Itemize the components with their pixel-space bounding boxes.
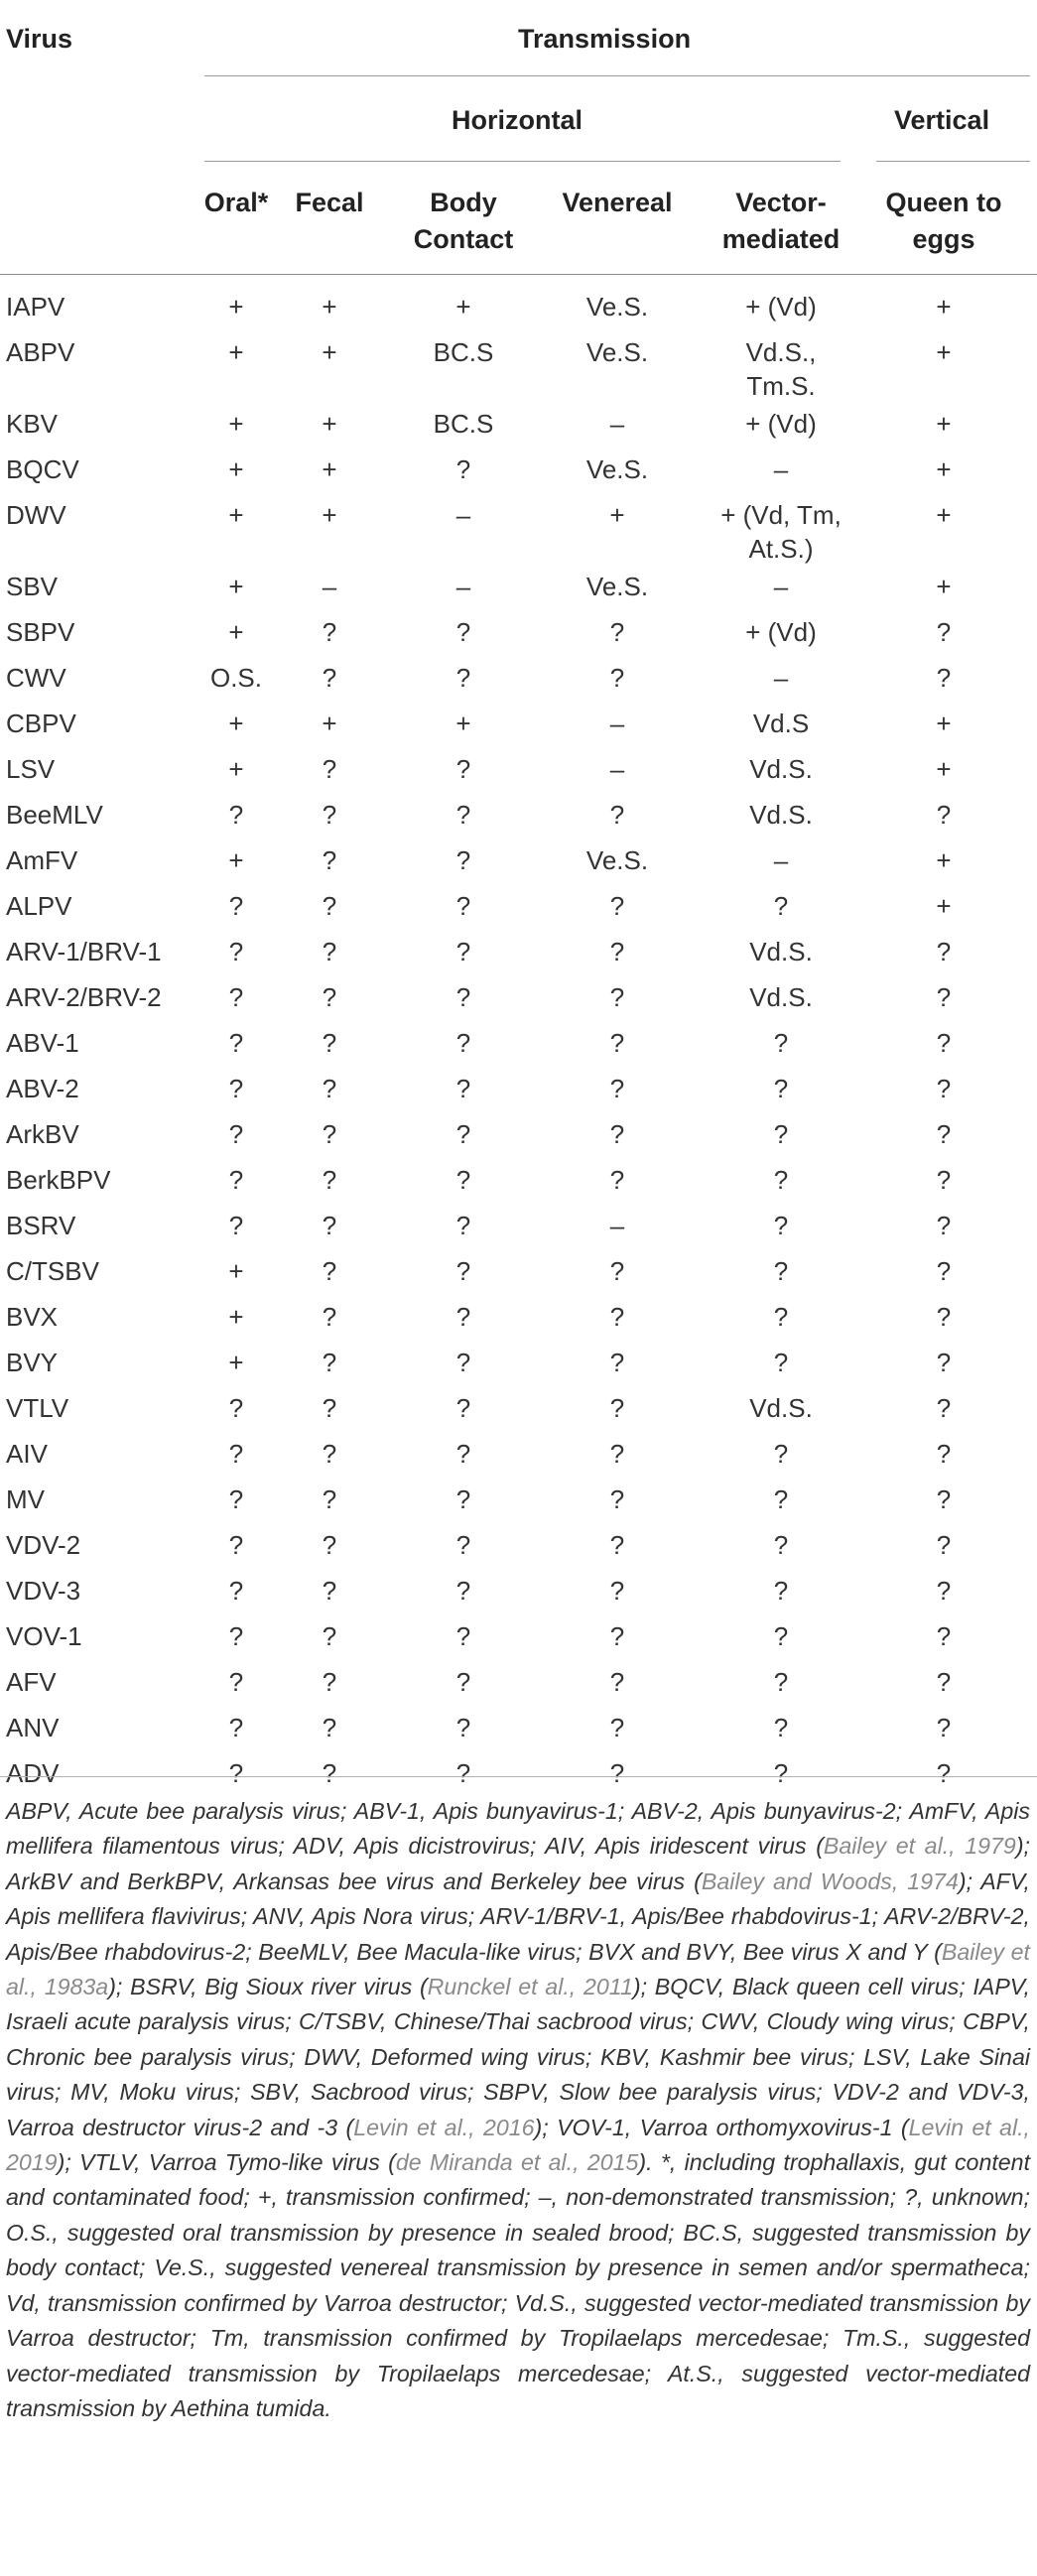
- vector-cell: ?: [773, 1074, 789, 1103]
- horizontal-rule: [204, 161, 841, 162]
- footnote-text: ABPV, Acute bee paralysis virus; ABV-1, Apis bunyavirus-1; ABV-2, Apis bunyavirus-2; AmFV, Apis mellifera filamentous virus; ADV, Apis dicistrovirus; AIV, Apis iridescent virus (: [6, 1798, 1030, 1860]
- venereal-cell: ?: [609, 1667, 625, 1697]
- footnote-text: ); BSRV, Big Sioux river virus (: [108, 1974, 428, 2000]
- fecal-cell: +: [322, 337, 337, 367]
- fecal-cell: ?: [322, 1621, 337, 1651]
- venereal-cell: ?: [609, 1530, 625, 1560]
- fecal-cell: ?: [322, 891, 337, 921]
- fecal-cell: +: [322, 292, 337, 322]
- venereal-cell: ?: [609, 1621, 625, 1651]
- queen-cell: ?: [936, 1530, 952, 1560]
- queen-cell: ?: [936, 1484, 952, 1514]
- oral-cell: ?: [228, 1028, 244, 1058]
- body-cell: ?: [455, 617, 471, 647]
- citation-link[interactable]: Levin et al., 2019: [6, 2114, 1030, 2176]
- fecal-cell: ?: [322, 1302, 337, 1332]
- virus-name-cell: ADV: [6, 1758, 60, 1788]
- queen-cell: ?: [936, 1028, 952, 1058]
- virus-name-cell: SBPV: [6, 617, 75, 647]
- queen-cell: ?: [936, 1393, 952, 1423]
- body-cell: ?: [455, 1348, 471, 1377]
- body-cell: ?: [455, 1211, 471, 1240]
- body-cell: ?: [455, 1758, 471, 1788]
- queen-cell: ?: [936, 1119, 952, 1149]
- fecal-cell: +: [322, 454, 337, 484]
- venereal-cell: ?: [609, 1302, 625, 1332]
- oral-cell: +: [228, 617, 244, 647]
- virus-name-cell: BerkBPV: [6, 1165, 111, 1195]
- fecal-cell: ?: [322, 754, 337, 784]
- body-cell: ?: [455, 754, 471, 784]
- queen-cell: ?: [936, 800, 952, 830]
- queen-cell: +: [936, 409, 952, 439]
- oral-cell: ?: [228, 1119, 244, 1149]
- queen-cell: +: [936, 708, 952, 738]
- column-header-fecal: Fecal: [295, 188, 364, 217]
- fecal-cell: ?: [322, 1484, 337, 1514]
- citation-link[interactable]: Runckel et al., 2011: [427, 1974, 633, 2000]
- header-bottom-rule: [0, 274, 1037, 275]
- queen-cell: ?: [936, 1439, 952, 1469]
- vector-cell: Vd.S.: [749, 982, 813, 1012]
- citation-link[interactable]: Bailey et al., 1979: [823, 1833, 1016, 1860]
- oral-cell: ?: [228, 1576, 244, 1606]
- body-cell: +: [455, 708, 471, 738]
- citation-link[interactable]: Bailey and Woods, 1974: [701, 1868, 959, 1894]
- column-header-body: Body Contact: [413, 188, 514, 254]
- fecal-cell: ?: [322, 663, 337, 693]
- vector-cell: Vd.S., Tm.S.: [745, 337, 817, 401]
- venereal-cell: ?: [609, 1484, 625, 1514]
- body-cell: ?: [455, 800, 471, 830]
- queen-cell: ?: [936, 1211, 952, 1240]
- queen-cell: ?: [936, 1302, 952, 1332]
- oral-cell: O.S.: [209, 663, 262, 693]
- body-cell: ?: [455, 1028, 471, 1058]
- vertical-header: Vertical: [894, 105, 990, 135]
- virus-name-cell: BeeMLV: [6, 800, 103, 830]
- virus-name-cell: BSRV: [6, 1211, 76, 1240]
- vector-cell: + (Vd): [745, 617, 817, 647]
- venereal-cell: Ve.S.: [585, 572, 649, 601]
- vector-cell: ?: [773, 1667, 789, 1697]
- vector-cell: + (Vd): [745, 409, 817, 439]
- oral-cell: ?: [228, 1074, 244, 1103]
- body-cell: ?: [455, 1713, 471, 1742]
- vector-cell: ?: [773, 1256, 789, 1286]
- vector-cell: Vd.S.: [749, 1393, 813, 1423]
- queen-cell: ?: [936, 1713, 952, 1742]
- venereal-cell: ?: [609, 800, 625, 830]
- footnote-text: ); AFV, Apis mellifera flavivirus; ANV, Apis Nora virus; ARV-1/BRV-1, Apis/Bee rhabdovirus-1; ARV-2/BRV-2, Apis/Bee rhabdovirus-2; BeeMLV, Bee Macula-like virus; BVX and BVY, Bee virus X and Y (: [6, 1868, 1031, 1965]
- oral-cell: ?: [228, 1713, 244, 1742]
- vector-cell: + (Vd, Tm, At.S.): [720, 500, 842, 564]
- fecal-cell: +: [322, 409, 337, 439]
- venereal-cell: ?: [609, 1028, 625, 1058]
- table-bottom-rule: [0, 1776, 1037, 1777]
- oral-cell: +: [228, 454, 244, 484]
- virus-name-cell: MV: [6, 1484, 45, 1514]
- body-cell: ?: [455, 1119, 471, 1149]
- vector-cell: –: [773, 845, 789, 875]
- body-cell: BC.S: [433, 409, 494, 439]
- footnote-text: ); BQCV, Black queen cell virus; IAPV, Israeli acute paralysis virus; C/TSBV, Chinese/Thai sacbrood virus; CWV, Cloudy wing virus; CBPV, Chronic bee paralysis virus; DWV, Deformed wing virus; KBV, Kashmir bee virus; LSV, Lake Sinai virus; MV, Moku virus; SBV, Sacbrood virus; SBPV, Slow bee paralysis virus; VDV-2 and VDV-3, Varroa destructor virus-2 and -3 (: [6, 1974, 1030, 2140]
- oral-cell: +: [228, 337, 244, 367]
- virus-name-cell: ARV-1/BRV-1: [6, 937, 162, 966]
- queen-cell: ?: [936, 1074, 952, 1103]
- oral-cell: ?: [228, 1439, 244, 1469]
- queen-cell: ?: [936, 1667, 952, 1697]
- oral-cell: ?: [228, 1393, 244, 1423]
- venereal-cell: ?: [609, 1074, 625, 1103]
- virus-name-cell: BVY: [6, 1348, 59, 1377]
- fecal-cell: ?: [322, 1758, 337, 1788]
- body-cell: ?: [455, 663, 471, 693]
- venereal-cell: ?: [609, 1576, 625, 1606]
- venereal-cell: Ve.S.: [585, 454, 649, 484]
- oral-cell: ?: [228, 1165, 244, 1195]
- fecal-cell: ?: [322, 1348, 337, 1377]
- vector-cell: ?: [773, 1119, 789, 1149]
- column-header-vector: Vector- mediated: [721, 188, 841, 254]
- virus-name-cell: CBPV: [6, 708, 76, 738]
- column-header-oral: Oral*: [203, 188, 269, 217]
- fecal-cell: ?: [322, 1211, 337, 1240]
- oral-cell: ?: [228, 800, 244, 830]
- vector-cell: ?: [773, 1302, 789, 1332]
- fecal-cell: ?: [322, 1165, 337, 1195]
- virus-name-cell: ALPV: [6, 891, 72, 921]
- body-cell: ?: [455, 1256, 471, 1286]
- table-footnote: [6, 1794, 1030, 2426]
- body-cell: ?: [455, 1165, 471, 1195]
- queen-cell: ?: [936, 937, 952, 966]
- queen-cell: ?: [936, 1256, 952, 1286]
- fecal-cell: +: [322, 708, 337, 738]
- oral-cell: +: [228, 292, 244, 322]
- fecal-cell: ?: [322, 617, 337, 647]
- vector-cell: ?: [773, 1028, 789, 1058]
- citation-link[interactable]: de Miranda et al., 2015: [395, 2149, 639, 2176]
- oral-cell: +: [228, 708, 244, 738]
- venereal-cell: ?: [609, 1713, 625, 1742]
- virus-name-cell: C/TSBV: [6, 1256, 99, 1286]
- virus-name-cell: ARV-2/BRV-2: [6, 982, 162, 1012]
- body-cell: –: [455, 500, 471, 530]
- vector-cell: ?: [773, 1348, 789, 1377]
- vector-cell: ?: [773, 1621, 789, 1651]
- fecal-cell: ?: [322, 1074, 337, 1103]
- virus-name-cell: ABV-1: [6, 1028, 79, 1058]
- oral-cell: ?: [228, 937, 244, 966]
- oral-cell: +: [228, 1348, 244, 1377]
- vector-cell: –: [773, 572, 789, 601]
- vector-cell: ?: [773, 891, 789, 921]
- venereal-cell: –: [609, 708, 625, 738]
- fecal-cell: –: [322, 572, 337, 601]
- vector-cell: ?: [773, 1484, 789, 1514]
- citation-link[interactable]: Bailey et al., 1983a: [6, 1938, 1030, 2000]
- vector-cell: + (Vd): [745, 292, 817, 322]
- fecal-cell: ?: [322, 1576, 337, 1606]
- body-cell: ?: [455, 845, 471, 875]
- fecal-cell: ?: [322, 1530, 337, 1560]
- column-header-venereal: Venereal: [562, 188, 673, 217]
- body-cell: ?: [455, 1393, 471, 1423]
- vector-cell: Vd.S: [752, 708, 810, 738]
- body-cell: ?: [455, 982, 471, 1012]
- oral-cell: +: [228, 1302, 244, 1332]
- oral-cell: ?: [228, 1484, 244, 1514]
- venereal-cell: ?: [609, 1439, 625, 1469]
- vector-cell: ?: [773, 1211, 789, 1240]
- queen-cell: ?: [936, 617, 952, 647]
- vector-cell: ?: [773, 1165, 789, 1195]
- queen-cell: ?: [936, 663, 952, 693]
- virus-name-cell: ABV-2: [6, 1074, 79, 1103]
- queen-cell: +: [936, 572, 952, 601]
- body-cell: +: [455, 292, 471, 322]
- virus-name-cell: AmFV: [6, 845, 78, 875]
- vector-cell: ?: [773, 1713, 789, 1742]
- fecal-cell: ?: [322, 1028, 337, 1058]
- body-cell: –: [455, 572, 471, 601]
- queen-cell: +: [936, 292, 952, 322]
- virus-name-cell: DWV: [6, 500, 66, 530]
- venereal-cell: ?: [609, 1256, 625, 1286]
- transmission-header: Transmission: [518, 24, 692, 54]
- oral-cell: +: [228, 409, 244, 439]
- virus-name-cell: VOV-1: [6, 1621, 82, 1651]
- body-cell: ?: [455, 937, 471, 966]
- vector-cell: –: [773, 663, 789, 693]
- virus-name-cell: ANV: [6, 1713, 60, 1742]
- venereal-cell: ?: [609, 982, 625, 1012]
- oral-cell: +: [228, 845, 244, 875]
- vector-cell: –: [773, 454, 789, 484]
- oral-cell: ?: [228, 1530, 244, 1560]
- queen-cell: ?: [936, 1348, 952, 1377]
- transmission-rule: [204, 75, 1030, 76]
- body-cell: ?: [455, 1621, 471, 1651]
- vector-cell: ?: [773, 1758, 789, 1788]
- oral-cell: +: [228, 500, 244, 530]
- virus-header: Virus: [6, 24, 73, 54]
- venereal-cell: ?: [609, 663, 625, 693]
- horizontal-header: Horizontal: [452, 105, 583, 135]
- venereal-cell: Ve.S.: [585, 292, 649, 322]
- virus-name-cell: ArkBV: [6, 1119, 79, 1149]
- fecal-cell: ?: [322, 1393, 337, 1423]
- vector-cell: Vd.S.: [749, 800, 813, 830]
- oral-cell: ?: [228, 982, 244, 1012]
- venereal-cell: –: [609, 754, 625, 784]
- virus-name-cell: BVX: [6, 1302, 59, 1332]
- queen-cell: ?: [936, 1621, 952, 1651]
- body-cell: ?: [455, 891, 471, 921]
- fecal-cell: ?: [322, 845, 337, 875]
- queen-cell: +: [936, 845, 952, 875]
- vector-cell: Vd.S.: [749, 754, 813, 784]
- body-cell: ?: [455, 1484, 471, 1514]
- footnote-text: ); ArkBV and BerkBPV, Arkansas bee virus and Berkeley bee virus (: [6, 1833, 1030, 1894]
- fecal-cell: ?: [322, 1119, 337, 1149]
- venereal-cell: Ve.S.: [585, 337, 649, 367]
- virus-name-cell: ABPV: [6, 337, 75, 367]
- footnote-text: ). *, including trophallaxis, gut content and contaminated food; +, transmission confirmed; –, non-demonstrated transmission; ?, unknown; O.S., suggested oral transmission by presence in sealed brood; BC.S, suggested transmission by body contact; Ve.S., suggested venereal transmission by presence in semen and/or spermatheca; Vd, transmission confirmed by Varroa destructor; Vd.S., suggested vector-mediated transmission by Varroa destructor; Tm, transmission confirmed by Tropilaelaps mercedesae; Tm.S., suggested vector-mediated transmission by Tropilaelaps mercedesae; At.S., suggested vector-mediated transmission by Aethina tumida.: [6, 2149, 1031, 2421]
- oral-cell: ?: [228, 1621, 244, 1651]
- body-cell: ?: [455, 454, 471, 484]
- body-cell: ?: [455, 1667, 471, 1697]
- venereal-cell: ?: [609, 1758, 625, 1788]
- vector-cell: ?: [773, 1576, 789, 1606]
- venereal-cell: Ve.S.: [585, 845, 649, 875]
- fecal-cell: ?: [322, 1713, 337, 1742]
- fecal-cell: ?: [322, 1667, 337, 1697]
- column-header-queen: Queen to eggs: [885, 188, 1002, 254]
- body-cell: BC.S: [433, 337, 494, 367]
- vector-cell: ?: [773, 1439, 789, 1469]
- oral-cell: ?: [228, 1667, 244, 1697]
- vector-cell: ?: [773, 1530, 789, 1560]
- fecal-cell: ?: [322, 1439, 337, 1469]
- queen-cell: +: [936, 891, 952, 921]
- virus-name-cell: BQCV: [6, 454, 79, 484]
- fecal-cell: ?: [322, 982, 337, 1012]
- virus-name-cell: VDV-2: [6, 1530, 81, 1560]
- virus-name-cell: SBV: [6, 572, 59, 601]
- body-cell: ?: [455, 1074, 471, 1103]
- queen-cell: ?: [936, 1758, 952, 1788]
- virus-name-cell: VDV-3: [6, 1576, 81, 1606]
- oral-cell: ?: [228, 1211, 244, 1240]
- oral-cell: +: [228, 754, 244, 784]
- body-cell: ?: [455, 1302, 471, 1332]
- queen-cell: ?: [936, 1576, 952, 1606]
- venereal-cell: ?: [609, 891, 625, 921]
- fecal-cell: ?: [322, 937, 337, 966]
- fecal-cell: ?: [322, 1256, 337, 1286]
- vertical-rule: [876, 161, 1030, 162]
- virus-name-cell: KBV: [6, 409, 59, 439]
- queen-cell: ?: [936, 1165, 952, 1195]
- body-cell: ?: [455, 1576, 471, 1606]
- venereal-cell: –: [609, 1211, 625, 1240]
- virus-name-cell: CWV: [6, 663, 66, 693]
- oral-cell: +: [228, 1256, 244, 1286]
- virus-name-cell: AIV: [6, 1439, 48, 1469]
- virus-name-cell: VTLV: [6, 1393, 69, 1423]
- body-cell: ?: [455, 1530, 471, 1560]
- oral-cell: ?: [228, 1758, 244, 1788]
- venereal-cell: –: [609, 409, 625, 439]
- venereal-cell: ?: [609, 617, 625, 647]
- venereal-cell: ?: [609, 937, 625, 966]
- venereal-cell: ?: [609, 1348, 625, 1377]
- oral-cell: +: [228, 572, 244, 601]
- footnote-text: ); VOV-1, Varroa orthomyxovirus-1 (: [534, 2114, 909, 2140]
- queen-cell: ?: [936, 982, 952, 1012]
- venereal-cell: +: [609, 500, 625, 530]
- queen-cell: +: [936, 337, 952, 367]
- citation-link[interactable]: Levin et al., 2016: [353, 2114, 535, 2140]
- fecal-cell: ?: [322, 800, 337, 830]
- fecal-cell: +: [322, 500, 337, 530]
- queen-cell: +: [936, 754, 952, 784]
- footnote-text: ); VTLV, Varroa Tymo-like virus (: [57, 2149, 396, 2176]
- virus-name-cell: IAPV: [6, 292, 65, 322]
- venereal-cell: ?: [609, 1393, 625, 1423]
- queen-cell: +: [936, 500, 952, 530]
- venereal-cell: ?: [609, 1165, 625, 1195]
- oral-cell: ?: [228, 891, 244, 921]
- venereal-cell: ?: [609, 1119, 625, 1149]
- virus-name-cell: LSV: [6, 754, 56, 784]
- virus-name-cell: AFV: [6, 1667, 57, 1697]
- vector-cell: Vd.S.: [749, 937, 813, 966]
- queen-cell: +: [936, 454, 952, 484]
- body-cell: ?: [455, 1439, 471, 1469]
